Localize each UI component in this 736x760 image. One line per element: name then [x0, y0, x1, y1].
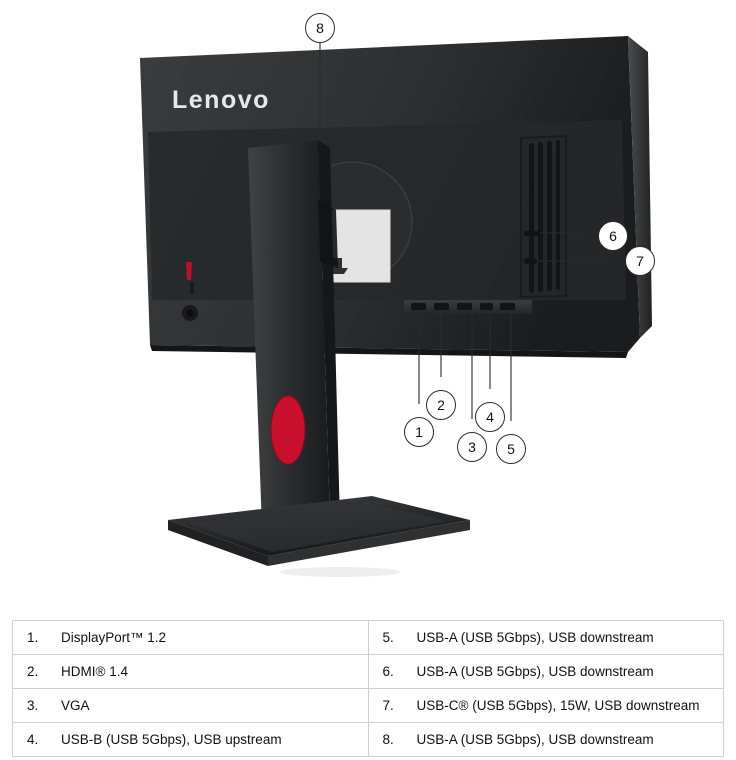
lenovo-logo: Lenovo: [172, 86, 270, 114]
table-row: [13, 723, 724, 757]
port-7-usb-c: [524, 258, 537, 264]
legend-label: USB-A (USB 5Gbps), USB downstream: [409, 723, 724, 757]
callout-6: 6: [598, 221, 628, 251]
port-5-usb-a: [500, 303, 515, 310]
callout-5: 5: [496, 434, 526, 464]
legend-label: USB-A (USB 5Gbps), USB downstream: [409, 655, 724, 689]
legend-label: USB-B (USB 5Gbps), USB upstream: [53, 723, 368, 757]
legend-number: 7.: [368, 689, 409, 723]
table-row: [13, 689, 724, 723]
callout-8: 8: [305, 13, 335, 43]
port-4-usb-b: [480, 303, 493, 310]
port-3-vga: [457, 303, 472, 310]
port-2-hdmi: [434, 303, 449, 310]
callout-7: 7: [625, 246, 655, 276]
legend-number: 1.: [13, 621, 54, 655]
legend-label: VGA: [53, 689, 368, 723]
legend-number: 8.: [368, 723, 409, 757]
port-6-usb-a: [524, 231, 540, 236]
power-button-icon: [190, 282, 194, 294]
legend-number: 2.: [13, 655, 54, 689]
legend-label: USB-C® (USB 5Gbps), 15W, USB downstream: [409, 689, 724, 723]
monitor-base: [168, 496, 470, 577]
legend-number: 3.: [13, 689, 54, 723]
legend-number: 5.: [368, 621, 409, 655]
callout-4: 4: [475, 402, 505, 432]
callout-2: 2: [426, 390, 456, 420]
legend-number: 6.: [368, 655, 409, 689]
legend-label: USB-A (USB 5Gbps), USB downstream: [409, 621, 724, 655]
port-legend-table: [12, 620, 724, 757]
port-1-displayport: [411, 303, 426, 310]
table-row: [13, 655, 724, 689]
table-row: [13, 621, 724, 655]
legend-label: HDMI® 1.4: [53, 655, 368, 689]
legend-number: 4.: [13, 723, 54, 757]
monitor-chassis: [140, 36, 652, 358]
callout-3: 3: [457, 432, 487, 462]
monitor-stand-arm: [248, 140, 340, 528]
legend-label: DisplayPort™ 1.2: [53, 621, 368, 655]
callout-1: 1: [404, 417, 434, 447]
